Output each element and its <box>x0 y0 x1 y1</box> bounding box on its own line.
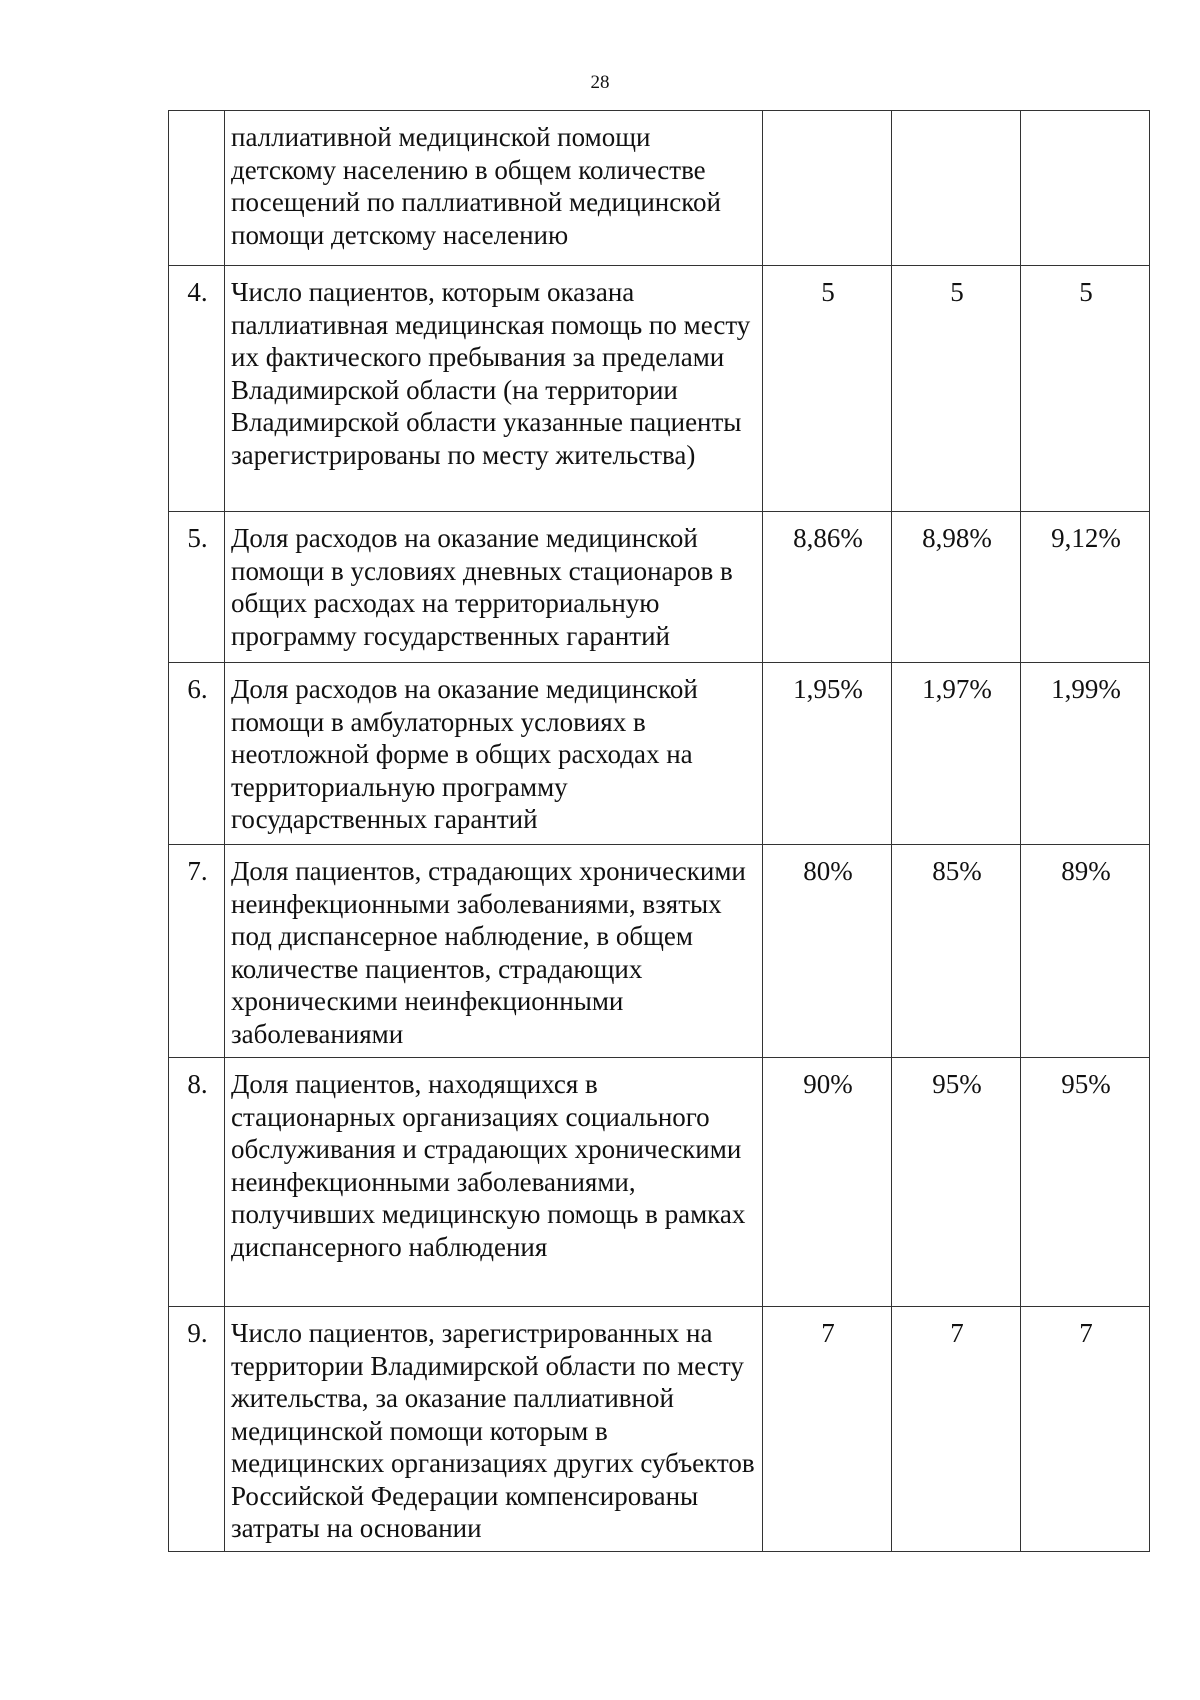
row-number: 9. <box>169 1307 225 1552</box>
value-col-2: 85% <box>892 845 1021 1058</box>
value-col-2: 1,97% <box>892 663 1021 845</box>
value-col-2: 7 <box>892 1307 1021 1552</box>
table-row <box>169 266 1150 512</box>
row-number: 7. <box>169 845 225 1058</box>
value-col-3: 9,12% <box>1021 512 1150 663</box>
row-number: 6. <box>169 663 225 845</box>
table-row <box>169 845 1150 1058</box>
value-col-3: 89% <box>1021 845 1150 1058</box>
value-col-2 <box>892 111 1021 266</box>
table-row <box>169 663 1150 845</box>
indicator-name: Число пациентов, зарегистрированных на территории Владимирской области по месту жительства, за оказание паллиативной медицинской помощи которым в медицинских организациях других субъектов Российской Федерации компенсированы затраты на основании <box>225 1307 763 1552</box>
table-row <box>169 1058 1150 1307</box>
value-col-1: 80% <box>763 845 892 1058</box>
value-col-1 <box>763 111 892 266</box>
indicator-name: Доля пациентов, находящихся в стационарных организациях социального обслуживания и страдающих хроническими неинфекционными заболеваниями, получивших медицинскую помощь в рамках диспансерного наблюдения <box>225 1058 763 1307</box>
page-number: 28 <box>590 72 610 93</box>
indicator-name: Доля расходов на оказание медицинской помощи в условиях дневных стационаров в общих расходах на территориальную программу государственных гарантий <box>225 512 763 663</box>
row-number: 8. <box>169 1058 225 1307</box>
value-col-2: 8,98% <box>892 512 1021 663</box>
indicator-name: паллиативной медицинской помощи детскому населению в общем количестве посещений по паллиативной медицинской помощи детскому населению <box>225 111 763 266</box>
value-col-1: 7 <box>763 1307 892 1552</box>
value-col-3: 95% <box>1021 1058 1150 1307</box>
indicators-table <box>168 110 1150 1552</box>
table-row <box>169 512 1150 663</box>
indicator-name: Доля пациентов, страдающих хроническими неинфекционными заболеваниями, взятых под диспансерное наблюдение, в общем количестве пациентов, страдающих хроническими неинфекционными заболеваниями <box>225 845 763 1058</box>
value-col-2: 95% <box>892 1058 1021 1307</box>
row-number <box>169 111 225 266</box>
table-row <box>169 111 1150 266</box>
value-col-1: 8,86% <box>763 512 892 663</box>
value-col-3 <box>1021 111 1150 266</box>
indicator-name: Число пациентов, которым оказана паллиативная медицинская помощь по месту их фактического пребывания за пределами Владимирской области (на территории Владимирской области указанные пациенты зарегистрированы по месту жительства) <box>225 266 763 512</box>
value-col-3: 5 <box>1021 266 1150 512</box>
value-col-1: 1,95% <box>763 663 892 845</box>
value-col-3: 7 <box>1021 1307 1150 1552</box>
row-number: 4. <box>169 266 225 512</box>
row-number: 5. <box>169 512 225 663</box>
value-col-2: 5 <box>892 266 1021 512</box>
value-col-1: 90% <box>763 1058 892 1307</box>
table-row <box>169 1307 1150 1552</box>
indicator-name: Доля расходов на оказание медицинской помощи в амбулаторных условиях в неотложной форме в общих расходах на территориальную программу государственных гарантий <box>225 663 763 845</box>
value-col-3: 1,99% <box>1021 663 1150 845</box>
value-col-1: 5 <box>763 266 892 512</box>
